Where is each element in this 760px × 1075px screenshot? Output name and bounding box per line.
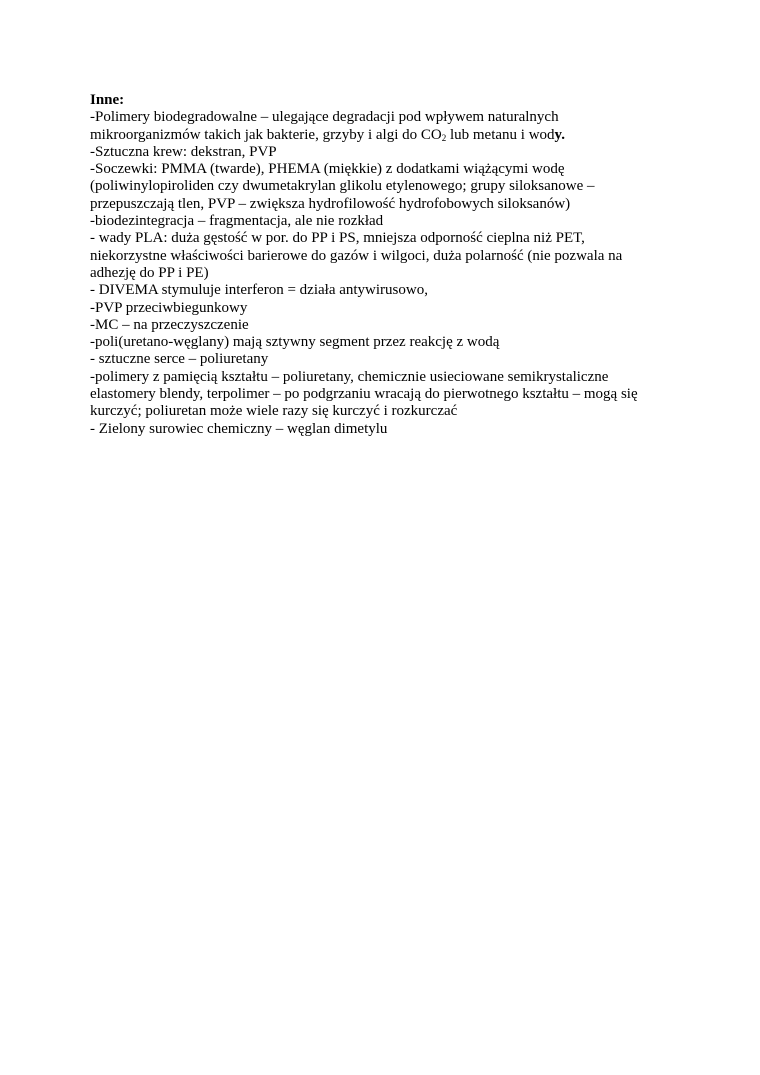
text-line: - wady PLA: duża gęstość w por. do PP i PS, mniejsza odporność cieplna niż PET, [90, 230, 585, 247]
subscript: 2 [441, 132, 447, 143]
text-line: (poliwinylopiroliden czy dwumetakrylan glikolu etylenowego; grupy siloksanowe – [90, 178, 595, 195]
text-fragment: lub metanu i wod [446, 126, 555, 143]
text-line: niekorzystne właściwości barierowe do gazów i wilgoci, duża polarność (nie pozwala na [90, 247, 623, 264]
text-line: -PVP przeciwbiegunkowy [90, 299, 248, 316]
text-line: -Soczewki: PMMA (twarde), PHEMA (miękkie) z dodatkami wiążącymi wodę [90, 161, 565, 178]
text-line: -polimery z pamięcią kształtu – poliuretany, chemicznie usieciowane semikrystaliczne [90, 368, 609, 385]
text-fragment: mikroorganizmów takich jak bakterie, grzyby i algi do CO [90, 126, 442, 143]
text-line: elastomery blendy, terpolimer – po podgrzaniu wracają do pierwotnego kształtu – mogą się [90, 386, 638, 403]
text-line: -poli(uretano-węglany) mają sztywny segment przez reakcję z wodą [90, 334, 500, 351]
bold-fragment: y. [554, 126, 565, 143]
text-line: -Polimery biodegradowalne – ulegające degradacji pod wpływem naturalnych [90, 109, 559, 126]
text-line: kurczyć; poliuretan może wiele razy się kurczyć i rozkurczać [90, 403, 458, 420]
text-line: -MC – na przeczyszczenie [90, 316, 249, 333]
section-heading: Inne: [90, 92, 125, 108]
text-line: -biodezintegracja – fragmentacja, ale nie rozkład [90, 213, 384, 230]
text-line: -Sztuczna krew: dekstran, PVP [90, 143, 277, 160]
text-line: adhezję do PP i PE) [90, 264, 209, 281]
text-line: - Zielony surowiec chemiczny – węglan dimetylu [90, 420, 388, 437]
text-line: - sztuczne serce – poliuretany [90, 351, 269, 368]
document-body [90, 92, 670, 438]
text-line: - DIVEMA stymuluje interferon = działa antywirusowo, [90, 282, 428, 299]
text-line [90, 127, 670, 144]
text-line: przepuszczają tlen, PVP – zwiększa hydrofilowość hydrofobowych siloksanów) [90, 195, 571, 212]
